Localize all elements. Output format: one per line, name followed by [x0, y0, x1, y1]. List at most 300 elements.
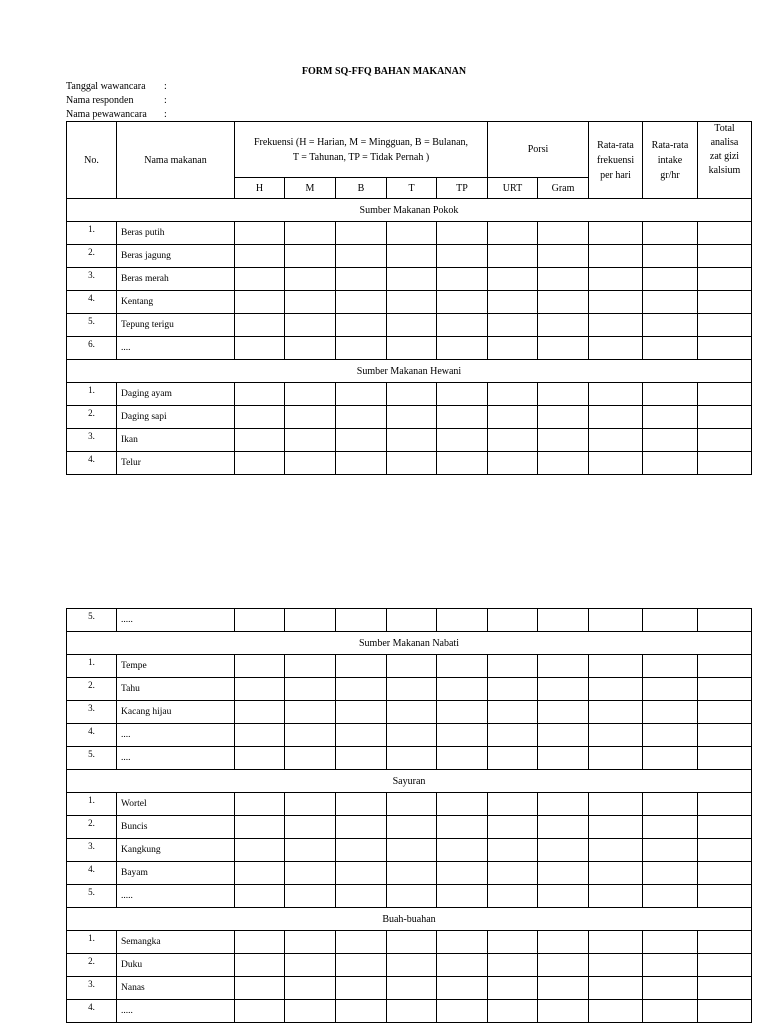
porsi-gram-cell[interactable]	[538, 1000, 589, 1023]
section-title: Sumber Makanan Pokok	[67, 199, 752, 222]
food-row	[67, 931, 752, 954]
freq-h-cell[interactable]	[235, 954, 285, 977]
rata-frekuensi-cell[interactable]	[589, 816, 643, 839]
porsi-urt-cell[interactable]	[488, 222, 538, 245]
porsi-gram-cell[interactable]	[538, 291, 589, 314]
freq-m-cell[interactable]	[285, 452, 336, 475]
total-kalsium-cell[interactable]	[698, 954, 752, 977]
rata-intake-cell[interactable]	[643, 1000, 698, 1023]
freq-t-cell[interactable]	[387, 747, 437, 770]
field-nama-responden[interactable]	[66, 94, 167, 108]
freq-h-cell[interactable]	[235, 885, 285, 908]
row-number: 1.	[67, 383, 117, 406]
porsi-gram-cell[interactable]	[538, 678, 589, 701]
rata-intake-cell[interactable]	[643, 452, 698, 475]
porsi-gram-cell[interactable]	[538, 452, 589, 475]
freq-tp-cell[interactable]	[437, 931, 488, 954]
freq-b-cell[interactable]	[336, 862, 387, 885]
rata-intake-cell[interactable]	[643, 406, 698, 429]
freq-b-cell[interactable]	[336, 931, 387, 954]
total-kalsium-cell[interactable]	[698, 977, 752, 1000]
freq-tp-cell[interactable]	[437, 429, 488, 452]
total-kalsium-cell[interactable]	[698, 839, 752, 862]
header-porsi-gram: Gram	[538, 178, 589, 199]
freq-m-cell[interactable]	[285, 724, 336, 747]
rata-frekuensi-cell[interactable]	[589, 701, 643, 724]
freq-h-cell[interactable]	[235, 747, 285, 770]
freq-t-cell[interactable]	[387, 314, 437, 337]
rata-intake-cell[interactable]	[643, 724, 698, 747]
rata-intake-cell[interactable]	[643, 609, 698, 632]
freq-b-cell[interactable]	[336, 429, 387, 452]
rata-intake-cell[interactable]	[643, 885, 698, 908]
total-kalsium-cell[interactable]	[698, 291, 752, 314]
row-number: 2.	[67, 245, 117, 268]
freq-t-cell[interactable]	[387, 452, 437, 475]
porsi-urt-cell[interactable]	[488, 701, 538, 724]
interview-fields	[66, 80, 167, 122]
rata-intake-cell[interactable]	[643, 977, 698, 1000]
field-label: Tanggal wawancara	[66, 81, 146, 92]
rata-frekuensi-cell[interactable]	[589, 314, 643, 337]
freq-tp-cell[interactable]	[437, 816, 488, 839]
freq-t-cell[interactable]	[387, 862, 437, 885]
porsi-gram-cell[interactable]	[538, 701, 589, 724]
freq-t-cell[interactable]	[387, 931, 437, 954]
freq-tp-cell[interactable]	[437, 406, 488, 429]
rata-intake-cell[interactable]	[643, 268, 698, 291]
freq-tp-cell[interactable]	[437, 839, 488, 862]
food-row	[67, 839, 752, 862]
food-row	[67, 406, 752, 429]
freq-t-cell[interactable]	[387, 406, 437, 429]
freq-b-cell[interactable]	[336, 724, 387, 747]
porsi-urt-cell[interactable]	[488, 977, 538, 1000]
freq-m-cell[interactable]	[285, 429, 336, 452]
freq-b-cell[interactable]	[336, 701, 387, 724]
rata-intake-cell[interactable]	[643, 862, 698, 885]
food-name: Semangka	[117, 931, 235, 954]
total-kalsium-cell[interactable]	[698, 862, 752, 885]
freq-b-cell[interactable]	[336, 452, 387, 475]
freq-t-cell[interactable]	[387, 222, 437, 245]
freq-h-cell[interactable]	[235, 245, 285, 268]
rata-frekuensi-cell[interactable]	[589, 954, 643, 977]
freq-m-cell[interactable]	[285, 839, 336, 862]
freq-tp-cell[interactable]	[437, 609, 488, 632]
freq-b-cell[interactable]	[336, 839, 387, 862]
rata-intake-cell[interactable]	[643, 678, 698, 701]
freq-h-cell[interactable]	[235, 724, 285, 747]
freq-b-cell[interactable]	[336, 678, 387, 701]
freq-b-cell[interactable]	[336, 977, 387, 1000]
freq-h-cell[interactable]	[235, 609, 285, 632]
food-row	[67, 793, 752, 816]
porsi-gram-cell[interactable]	[538, 383, 589, 406]
total-kalsium-cell[interactable]	[698, 816, 752, 839]
field-tanggal-wawancara[interactable]	[66, 80, 167, 94]
freq-m-cell[interactable]	[285, 862, 336, 885]
porsi-gram-cell[interactable]	[538, 793, 589, 816]
rata-intake-cell[interactable]	[643, 383, 698, 406]
total-kalsium-cell[interactable]	[698, 222, 752, 245]
freq-h-cell[interactable]	[235, 655, 285, 678]
freq-b-cell[interactable]	[336, 268, 387, 291]
freq-h-cell[interactable]	[235, 314, 285, 337]
porsi-urt-cell[interactable]	[488, 383, 538, 406]
freq-m-cell[interactable]	[285, 291, 336, 314]
freq-m-cell[interactable]	[285, 678, 336, 701]
porsi-urt-cell[interactable]	[488, 862, 538, 885]
freq-m-cell[interactable]	[285, 701, 336, 724]
porsi-urt-cell[interactable]	[488, 291, 538, 314]
freq-tp-cell[interactable]	[437, 724, 488, 747]
food-name: Tepung terigu	[117, 314, 235, 337]
total-kalsium-cell[interactable]	[698, 747, 752, 770]
food-row	[67, 609, 752, 632]
porsi-urt-cell[interactable]	[488, 1000, 538, 1023]
porsi-gram-cell[interactable]	[538, 314, 589, 337]
freq-b-cell[interactable]	[336, 747, 387, 770]
freq-tp-cell[interactable]	[437, 245, 488, 268]
porsi-urt-cell[interactable]	[488, 954, 538, 977]
freq-h-cell[interactable]	[235, 429, 285, 452]
freq-t-cell[interactable]	[387, 954, 437, 977]
rata-frekuensi-cell[interactable]	[589, 291, 643, 314]
freq-t-cell[interactable]	[387, 724, 437, 747]
freq-b-cell[interactable]	[336, 383, 387, 406]
rata-intake-cell[interactable]	[643, 655, 698, 678]
freq-b-cell[interactable]	[336, 1000, 387, 1023]
freq-tp-cell[interactable]	[437, 222, 488, 245]
freq-tp-cell[interactable]	[437, 383, 488, 406]
freq-tp-cell[interactable]	[437, 862, 488, 885]
freq-t-cell[interactable]	[387, 609, 437, 632]
porsi-gram-cell[interactable]	[538, 816, 589, 839]
rata-intake-cell[interactable]	[643, 931, 698, 954]
freq-t-cell[interactable]	[387, 793, 437, 816]
freq-b-cell[interactable]	[336, 793, 387, 816]
field-nama-pewawancara[interactable]	[66, 108, 167, 122]
freq-m-cell[interactable]	[285, 383, 336, 406]
freq-m-cell[interactable]	[285, 977, 336, 1000]
total-kalsium-cell[interactable]	[698, 452, 752, 475]
freq-m-cell[interactable]	[285, 655, 336, 678]
porsi-urt-cell[interactable]	[488, 609, 538, 632]
porsi-gram-cell[interactable]	[538, 954, 589, 977]
freq-h-cell[interactable]	[235, 862, 285, 885]
rata-frekuensi-cell[interactable]	[589, 839, 643, 862]
freq-m-cell[interactable]	[285, 954, 336, 977]
porsi-urt-cell[interactable]	[488, 885, 538, 908]
food-row	[67, 954, 752, 977]
rata-intake-cell[interactable]	[643, 816, 698, 839]
freq-tp-cell[interactable]	[437, 655, 488, 678]
freq-b-cell[interactable]	[336, 655, 387, 678]
row-number: 3.	[67, 839, 117, 862]
porsi-gram-cell[interactable]	[538, 839, 589, 862]
porsi-gram-cell[interactable]	[538, 245, 589, 268]
total-kalsium-cell[interactable]	[698, 609, 752, 632]
porsi-gram-cell[interactable]	[538, 406, 589, 429]
rata-intake-cell[interactable]	[643, 954, 698, 977]
porsi-urt-cell[interactable]	[488, 747, 538, 770]
freq-h-cell[interactable]	[235, 678, 285, 701]
food-row	[67, 268, 752, 291]
row-number: 4.	[67, 724, 117, 747]
food-name: Daging ayam	[117, 383, 235, 406]
freq-m-cell[interactable]	[285, 931, 336, 954]
freq-t-cell[interactable]	[387, 291, 437, 314]
freq-t-cell[interactable]	[387, 383, 437, 406]
porsi-gram-cell[interactable]	[538, 429, 589, 452]
freq-m-cell[interactable]	[285, 337, 336, 360]
freq-m-cell[interactable]	[285, 747, 336, 770]
freq-b-cell[interactable]	[336, 609, 387, 632]
total-kalsium-cell[interactable]	[698, 314, 752, 337]
rata-frekuensi-cell[interactable]	[589, 977, 643, 1000]
total-kalsium-cell[interactable]	[698, 793, 752, 816]
freq-m-cell[interactable]	[285, 793, 336, 816]
porsi-urt-cell[interactable]	[488, 816, 538, 839]
porsi-urt-cell[interactable]	[488, 452, 538, 475]
freq-b-cell[interactable]	[336, 314, 387, 337]
rata-frekuensi-cell[interactable]	[589, 678, 643, 701]
freq-t-cell[interactable]	[387, 337, 437, 360]
rata-frekuensi-cell[interactable]	[589, 931, 643, 954]
freq-t-cell[interactable]	[387, 701, 437, 724]
food-name: Tahu	[117, 678, 235, 701]
freq-b-cell[interactable]	[336, 245, 387, 268]
freq-tp-cell[interactable]	[437, 977, 488, 1000]
total-kalsium-cell[interactable]	[698, 406, 752, 429]
food-name: ....	[117, 724, 235, 747]
freq-m-cell[interactable]	[285, 609, 336, 632]
porsi-urt-cell[interactable]	[488, 245, 538, 268]
porsi-gram-cell[interactable]	[538, 977, 589, 1000]
food-row	[67, 383, 752, 406]
porsi-urt-cell[interactable]	[488, 839, 538, 862]
freq-tp-cell[interactable]	[437, 337, 488, 360]
freq-h-cell[interactable]	[235, 1000, 285, 1023]
freq-tp-cell[interactable]	[437, 885, 488, 908]
freq-h-cell[interactable]	[235, 793, 285, 816]
rata-frekuensi-cell[interactable]	[589, 609, 643, 632]
rata-frekuensi-cell[interactable]	[589, 655, 643, 678]
total-kalsium-cell[interactable]	[698, 724, 752, 747]
freq-t-cell[interactable]	[387, 678, 437, 701]
food-row	[67, 678, 752, 701]
freq-b-cell[interactable]	[336, 885, 387, 908]
section-title: Sumber Makanan Nabati	[67, 632, 752, 655]
porsi-urt-cell[interactable]	[488, 314, 538, 337]
freq-m-cell[interactable]	[285, 268, 336, 291]
freq-m-cell[interactable]	[285, 314, 336, 337]
food-name: Nanas	[117, 977, 235, 1000]
header-total-kalsium	[698, 122, 752, 199]
freq-m-cell[interactable]	[285, 406, 336, 429]
food-name: .....	[117, 609, 235, 632]
freq-m-cell[interactable]	[285, 222, 336, 245]
rata-frekuensi-cell[interactable]	[589, 452, 643, 475]
porsi-urt-cell[interactable]	[488, 406, 538, 429]
freq-b-cell[interactable]	[336, 954, 387, 977]
porsi-gram-cell[interactable]	[538, 222, 589, 245]
rata-frekuensi-cell[interactable]	[589, 862, 643, 885]
freq-tp-cell[interactable]	[437, 291, 488, 314]
freq-h-cell[interactable]	[235, 337, 285, 360]
total-kalsium-cell[interactable]	[698, 885, 752, 908]
freq-m-cell[interactable]	[285, 1000, 336, 1023]
freq-t-cell[interactable]	[387, 885, 437, 908]
freq-t-cell[interactable]	[387, 1000, 437, 1023]
rata-frekuensi-cell[interactable]	[589, 383, 643, 406]
section-row	[67, 908, 752, 931]
porsi-urt-cell[interactable]	[488, 724, 538, 747]
header-text: intake	[657, 154, 683, 166]
rata-frekuensi-cell[interactable]	[589, 793, 643, 816]
field-separator: :	[164, 109, 167, 120]
rata-frekuensi-cell[interactable]	[589, 406, 643, 429]
porsi-urt-cell[interactable]	[488, 429, 538, 452]
rata-frekuensi-cell[interactable]	[589, 222, 643, 245]
rata-intake-cell[interactable]	[643, 245, 698, 268]
porsi-urt-cell[interactable]	[488, 793, 538, 816]
porsi-urt-cell[interactable]	[488, 931, 538, 954]
porsi-gram-cell[interactable]	[538, 862, 589, 885]
freq-h-cell[interactable]	[235, 977, 285, 1000]
total-kalsium-cell[interactable]	[698, 931, 752, 954]
freq-tp-cell[interactable]	[437, 452, 488, 475]
freq-h-cell[interactable]	[235, 268, 285, 291]
rata-frekuensi-cell[interactable]	[589, 724, 643, 747]
porsi-gram-cell[interactable]	[538, 931, 589, 954]
food-name: ....	[117, 747, 235, 770]
header-nama-makanan: Nama makanan	[117, 122, 235, 199]
freq-tp-cell[interactable]	[437, 954, 488, 977]
header-text: kalsium	[708, 165, 741, 176]
rata-intake-cell[interactable]	[643, 429, 698, 452]
porsi-gram-cell[interactable]	[538, 885, 589, 908]
freq-t-cell[interactable]	[387, 977, 437, 1000]
rata-frekuensi-cell[interactable]	[589, 245, 643, 268]
rata-intake-cell[interactable]	[643, 793, 698, 816]
section-row	[67, 360, 752, 383]
freq-h-cell[interactable]	[235, 839, 285, 862]
header-freq-b: B	[336, 178, 387, 199]
freq-b-cell[interactable]	[336, 406, 387, 429]
freq-t-cell[interactable]	[387, 268, 437, 291]
freq-tp-cell[interactable]	[437, 747, 488, 770]
food-name: .....	[117, 885, 235, 908]
total-kalsium-cell[interactable]	[698, 337, 752, 360]
freq-h-cell[interactable]	[235, 701, 285, 724]
total-kalsium-cell[interactable]	[698, 678, 752, 701]
header-frekuensi-line1: Frekuensi (H = Harian, M = Mingguan, B = Bulanan,	[253, 136, 469, 148]
rata-frekuensi-cell[interactable]	[589, 268, 643, 291]
freq-h-cell[interactable]	[235, 931, 285, 954]
porsi-gram-cell[interactable]	[538, 724, 589, 747]
food-name: Daging sapi	[117, 406, 235, 429]
freq-tp-cell[interactable]	[437, 1000, 488, 1023]
freq-b-cell[interactable]	[336, 222, 387, 245]
food-row	[67, 452, 752, 475]
rata-frekuensi-cell[interactable]	[589, 429, 643, 452]
freq-tp-cell[interactable]	[437, 678, 488, 701]
rata-intake-cell[interactable]	[643, 747, 698, 770]
food-name: Ikan	[117, 429, 235, 452]
header-no: No.	[67, 122, 117, 199]
total-kalsium-cell[interactable]	[698, 268, 752, 291]
total-kalsium-cell[interactable]	[698, 655, 752, 678]
food-name: Duku	[117, 954, 235, 977]
rata-frekuensi-cell[interactable]	[589, 1000, 643, 1023]
freq-t-cell[interactable]	[387, 429, 437, 452]
freq-t-cell[interactable]	[387, 245, 437, 268]
rata-intake-cell[interactable]	[643, 839, 698, 862]
porsi-gram-cell[interactable]	[538, 337, 589, 360]
porsi-gram-cell[interactable]	[538, 655, 589, 678]
total-kalsium-cell[interactable]	[698, 383, 752, 406]
rata-intake-cell[interactable]	[643, 291, 698, 314]
freq-t-cell[interactable]	[387, 816, 437, 839]
header-frekuensi	[235, 122, 488, 178]
freq-h-cell[interactable]	[235, 406, 285, 429]
rata-intake-cell[interactable]	[643, 337, 698, 360]
porsi-urt-cell[interactable]	[488, 268, 538, 291]
freq-b-cell[interactable]	[336, 291, 387, 314]
porsi-gram-cell[interactable]	[538, 268, 589, 291]
freq-b-cell[interactable]	[336, 337, 387, 360]
total-kalsium-cell[interactable]	[698, 429, 752, 452]
freq-h-cell[interactable]	[235, 222, 285, 245]
porsi-urt-cell[interactable]	[488, 337, 538, 360]
total-kalsium-cell[interactable]	[698, 245, 752, 268]
freq-t-cell[interactable]	[387, 839, 437, 862]
total-kalsium-cell[interactable]	[698, 701, 752, 724]
freq-tp-cell[interactable]	[437, 268, 488, 291]
freq-h-cell[interactable]	[235, 291, 285, 314]
freq-tp-cell[interactable]	[437, 314, 488, 337]
freq-t-cell[interactable]	[387, 655, 437, 678]
total-kalsium-cell[interactable]	[698, 1000, 752, 1023]
porsi-urt-cell[interactable]	[488, 678, 538, 701]
rata-intake-cell[interactable]	[643, 314, 698, 337]
rata-frekuensi-cell[interactable]	[589, 885, 643, 908]
porsi-urt-cell[interactable]	[488, 655, 538, 678]
rata-frekuensi-cell[interactable]	[589, 337, 643, 360]
freq-tp-cell[interactable]	[437, 701, 488, 724]
header-frekuensi-line2: T = Tahunan, TP = Tidak Pernah )	[292, 151, 430, 163]
freq-h-cell[interactable]	[235, 452, 285, 475]
freq-b-cell[interactable]	[336, 816, 387, 839]
row-number: 4.	[67, 1000, 117, 1023]
porsi-gram-cell[interactable]	[538, 609, 589, 632]
freq-m-cell[interactable]	[285, 885, 336, 908]
food-row	[67, 291, 752, 314]
freq-h-cell[interactable]	[235, 383, 285, 406]
freq-tp-cell[interactable]	[437, 793, 488, 816]
ffq-table-page-1	[66, 121, 752, 475]
rata-intake-cell[interactable]	[643, 222, 698, 245]
freq-m-cell[interactable]	[285, 816, 336, 839]
freq-m-cell[interactable]	[285, 245, 336, 268]
food-name: Beras putih	[117, 222, 235, 245]
rata-frekuensi-cell[interactable]	[589, 747, 643, 770]
rata-intake-cell[interactable]	[643, 701, 698, 724]
porsi-gram-cell[interactable]	[538, 747, 589, 770]
freq-h-cell[interactable]	[235, 816, 285, 839]
